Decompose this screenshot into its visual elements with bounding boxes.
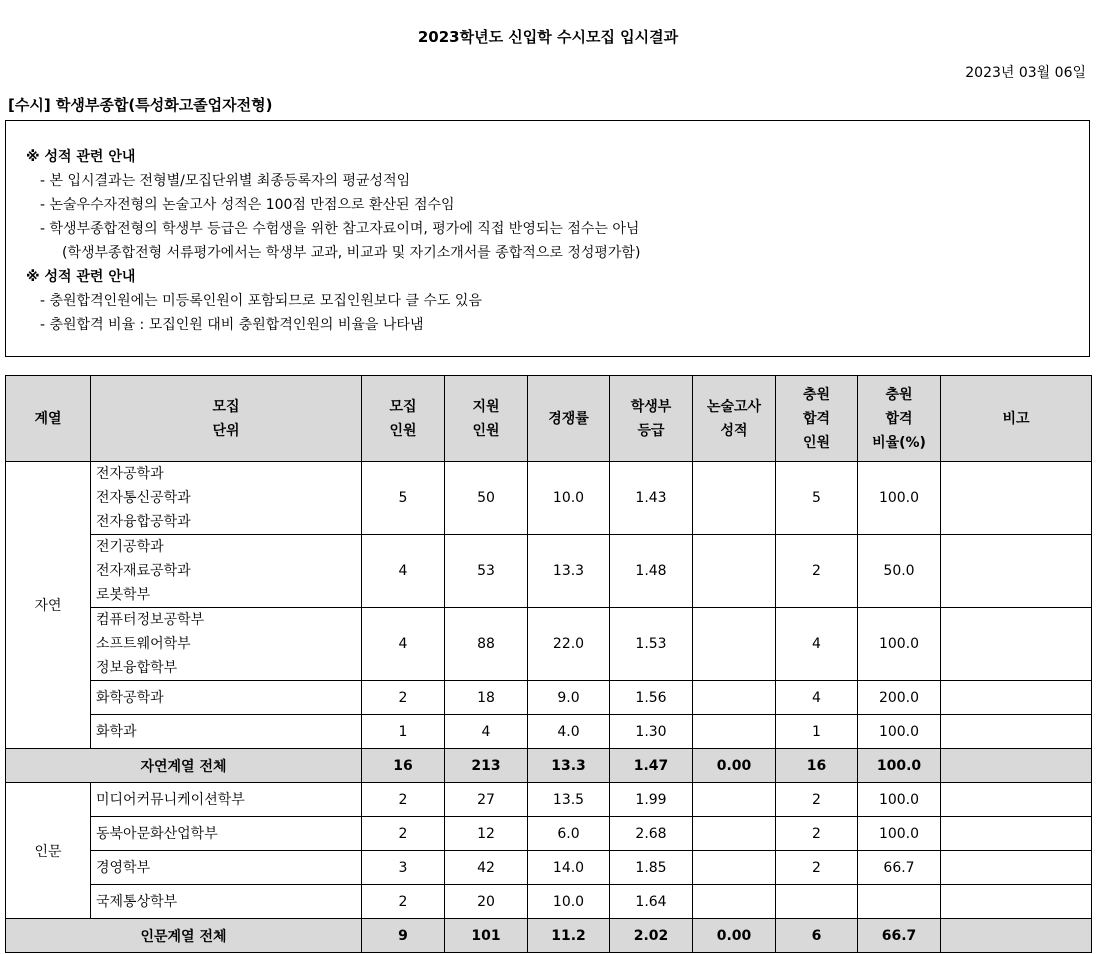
applicants-cell: 20	[445, 885, 528, 919]
table-row	[6, 608, 1092, 681]
applicants-cell: 27	[445, 783, 528, 817]
additional-cell: 1	[776, 715, 858, 749]
quota-cell: 1	[362, 715, 445, 749]
essay-cell	[693, 535, 776, 608]
ratio-cell: 6.0	[528, 817, 610, 851]
additional-rate-cell: 100.0	[858, 608, 941, 681]
unit-cell: 컴퓨터정보공학부 소프트웨어학부 정보융합학부	[91, 608, 362, 681]
additional-cell: 2	[776, 851, 858, 885]
additional-rate-cell: 100.0	[858, 715, 941, 749]
table-row	[6, 817, 1092, 851]
additional-rate-cell: 100.0	[858, 817, 941, 851]
notice-box	[5, 120, 1090, 357]
notice-line: - 본 입시결과는 전형별/모집단위별 최종등록자의 평균성적임	[40, 173, 411, 189]
grade-cell: 1.85	[610, 851, 693, 885]
science-total-row	[6, 749, 1092, 783]
additional-cell: 4	[776, 608, 858, 681]
table-row	[6, 783, 1092, 817]
unit-cell: 전기공학과 전자재료공학과 로봇학부	[91, 535, 362, 608]
note-cell	[941, 462, 1092, 535]
table-row	[6, 462, 1092, 535]
page-title: 2023학년도 신입학 수시모집 입시결과	[417, 28, 679, 46]
header-unit: 모집 단위	[91, 376, 362, 462]
table-header-row	[6, 376, 1092, 462]
quota-cell: 9	[362, 919, 445, 953]
additional-rate-cell: 100.0	[858, 749, 941, 783]
quota-cell: 3	[362, 851, 445, 885]
additional-rate-cell: 50.0	[858, 535, 941, 608]
unit-cell: 국제통상학부	[91, 885, 362, 919]
note-cell	[941, 608, 1092, 681]
additional-cell: 6	[776, 919, 858, 953]
applicants-cell: 12	[445, 817, 528, 851]
table-row	[6, 851, 1092, 885]
grade-cell: 1.30	[610, 715, 693, 749]
note-cell	[941, 885, 1092, 919]
essay-cell	[693, 681, 776, 715]
essay-cell: 0.00	[693, 749, 776, 783]
section-title: [수시] 학생부종합(특성화고졸업자전형)	[8, 96, 273, 114]
unit-cell: 동북아문화산업학부	[91, 817, 362, 851]
notice-heading: ※ 성적 관련 안내	[26, 269, 136, 285]
ratio-cell: 13.3	[528, 535, 610, 608]
essay-cell: 0.00	[693, 919, 776, 953]
additional-cell: 2	[776, 783, 858, 817]
grade-cell: 1.43	[610, 462, 693, 535]
notice-heading: ※ 성적 관련 안내	[26, 149, 136, 165]
group-cell-science: 자연	[6, 462, 91, 749]
applicants-cell: 42	[445, 851, 528, 885]
note-cell	[941, 681, 1092, 715]
header-additional-rate: 충원 합격 비율(%)	[858, 376, 941, 462]
essay-cell	[693, 462, 776, 535]
ratio-cell: 22.0	[528, 608, 610, 681]
unit-cell: 화학공학과	[91, 681, 362, 715]
quota-cell: 2	[362, 681, 445, 715]
applicants-cell: 18	[445, 681, 528, 715]
ratio-cell: 14.0	[528, 851, 610, 885]
quota-cell: 2	[362, 783, 445, 817]
ratio-cell: 10.0	[528, 885, 610, 919]
quota-cell: 16	[362, 749, 445, 783]
additional-cell: 5	[776, 462, 858, 535]
essay-cell	[693, 817, 776, 851]
additional-cell	[776, 885, 858, 919]
applicants-cell: 50	[445, 462, 528, 535]
grade-cell: 1.53	[610, 608, 693, 681]
header-grade: 학생부 등급	[610, 376, 693, 462]
table-row	[6, 681, 1092, 715]
essay-cell	[693, 715, 776, 749]
notice-line: (학생부종합전형 서류평가에서는 학생부 교과, 비교과 및 자기소개서를 종합적으로 정성평가함)	[62, 245, 641, 261]
unit-cell: 화학과	[91, 715, 362, 749]
unit-cell: 경영학부	[91, 851, 362, 885]
essay-cell	[693, 608, 776, 681]
table-row	[6, 715, 1092, 749]
quota-cell: 4	[362, 608, 445, 681]
additional-cell: 2	[776, 535, 858, 608]
essay-cell	[693, 885, 776, 919]
additional-rate-cell: 66.7	[858, 851, 941, 885]
humanities-total-row	[6, 919, 1092, 953]
ratio-cell: 13.5	[528, 783, 610, 817]
quota-cell: 2	[362, 885, 445, 919]
applicants-cell: 4	[445, 715, 528, 749]
header-ratio: 경쟁률	[528, 376, 610, 462]
total-label: 자연계열 전체	[6, 749, 362, 783]
header-group: 계열	[6, 376, 91, 462]
grade-cell: 1.99	[610, 783, 693, 817]
notice-line: - 학생부종합전형의 학생부 등급은 수험생을 위한 참고자료이며, 평가에 직접 반영되는 점수는 아님	[40, 221, 640, 237]
header-additional: 충원 합격 인원	[776, 376, 858, 462]
notice-line: - 충원합격인원에는 미등록인원이 포함되므로 모집인원보다 클 수도 있음	[40, 293, 482, 309]
additional-rate-cell: 66.7	[858, 919, 941, 953]
unit-cell: 미디어커뮤니케이션학부	[91, 783, 362, 817]
table-row	[6, 885, 1092, 919]
quota-cell: 4	[362, 535, 445, 608]
additional-cell: 16	[776, 749, 858, 783]
grade-cell: 2.68	[610, 817, 693, 851]
additional-rate-cell: 200.0	[858, 681, 941, 715]
header-note: 비고	[941, 376, 1092, 462]
essay-cell	[693, 783, 776, 817]
additional-rate-cell: 100.0	[858, 783, 941, 817]
note-cell	[941, 919, 1092, 953]
applicants-cell: 53	[445, 535, 528, 608]
note-cell	[941, 535, 1092, 608]
note-cell	[941, 715, 1092, 749]
grade-cell: 1.64	[610, 885, 693, 919]
additional-cell: 4	[776, 681, 858, 715]
quota-cell: 5	[362, 462, 445, 535]
note-cell	[941, 851, 1092, 885]
notice-line: - 충원합격 비율 : 모집인원 대비 충원합격인원의 비율을 나타냄	[40, 317, 424, 333]
ratio-cell: 13.3	[528, 749, 610, 783]
note-cell	[941, 749, 1092, 783]
ratio-cell: 9.0	[528, 681, 610, 715]
grade-cell: 1.48	[610, 535, 693, 608]
unit-cell: 전자공학과 전자통신공학과 전자융합공학과	[91, 462, 362, 535]
report-date: 2023년 03월 06일	[965, 65, 1086, 81]
additional-rate-cell	[858, 885, 941, 919]
notice-line: - 논술우수자전형의 논술고사 성적은 100점 만점으로 환산된 점수임	[40, 197, 455, 213]
header-applicants: 지원 인원	[445, 376, 528, 462]
note-cell	[941, 783, 1092, 817]
ratio-cell: 11.2	[528, 919, 610, 953]
applicants-cell: 101	[445, 919, 528, 953]
header-quota: 모집 인원	[362, 376, 445, 462]
applicants-cell: 213	[445, 749, 528, 783]
applicants-cell: 88	[445, 608, 528, 681]
ratio-cell: 4.0	[528, 715, 610, 749]
quota-cell: 2	[362, 817, 445, 851]
group-cell-humanities: 인문	[6, 783, 91, 919]
ratio-cell: 10.0	[528, 462, 610, 535]
note-cell	[941, 817, 1092, 851]
table-row	[6, 535, 1092, 608]
additional-rate-cell: 100.0	[858, 462, 941, 535]
total-label: 인문계열 전체	[6, 919, 362, 953]
essay-cell	[693, 851, 776, 885]
grade-cell: 2.02	[610, 919, 693, 953]
grade-cell: 1.56	[610, 681, 693, 715]
results-table	[5, 375, 1092, 953]
header-essay: 논술고사 성적	[693, 376, 776, 462]
additional-cell: 2	[776, 817, 858, 851]
grade-cell: 1.47	[610, 749, 693, 783]
